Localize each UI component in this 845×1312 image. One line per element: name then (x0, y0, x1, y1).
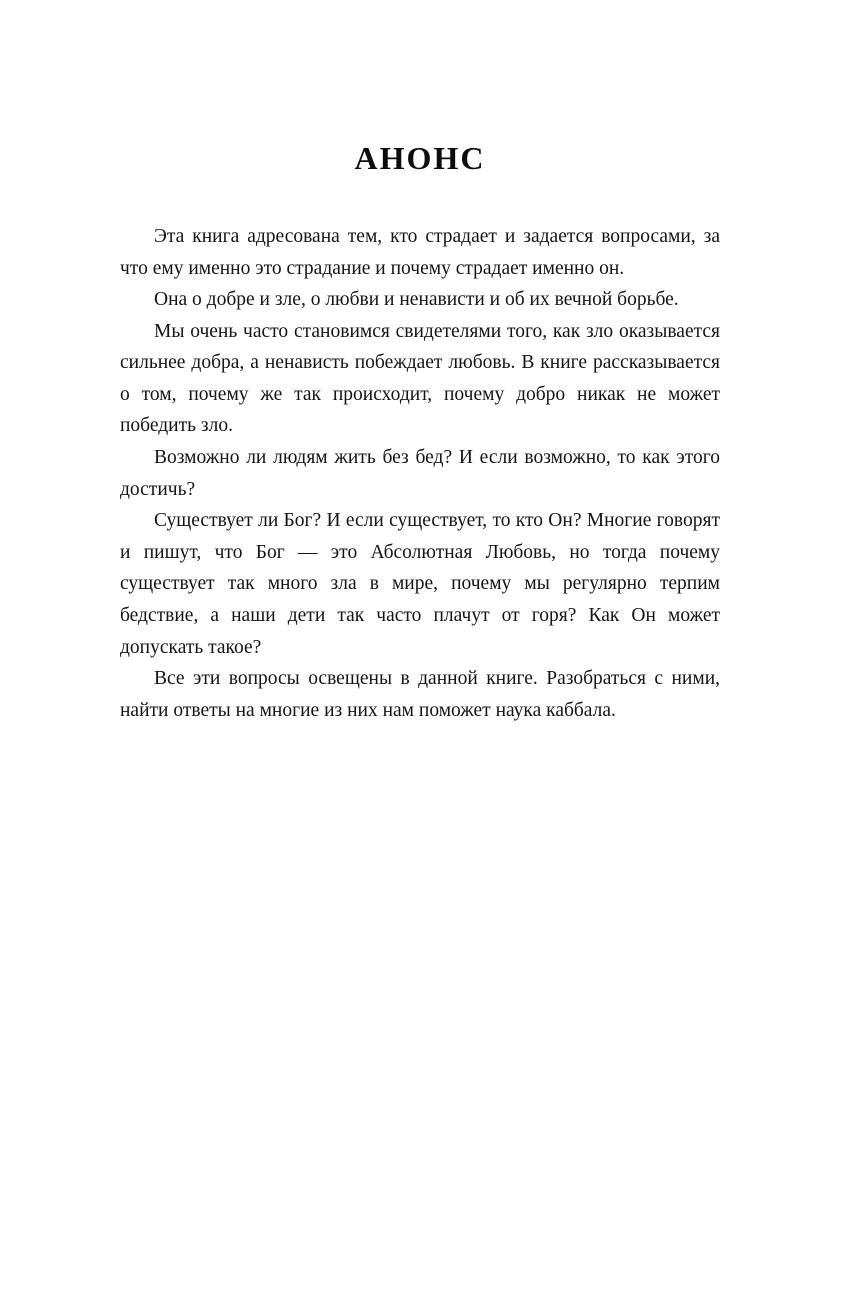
paragraph: Существует ли Бог? И если существует, то кто Он? Многие говорят и пишут, что Бог — это Абсолютная Любовь, но тогда почему существует так много зла в мире, почему мы регулярно терпим бедствие, а наши дети так часто плачут от горя? Как Он может допускать такое? (120, 510, 720, 658)
paragraph: Она о добре и зле, о любви и ненависти и об их вечной борьбе. (154, 289, 679, 311)
body-text (120, 221, 720, 726)
page-title: АНОНС (354, 140, 486, 176)
paragraph: Возможно ли людям жить без бед? И если возможно, то как этого достичь? (120, 447, 720, 500)
paragraph: Эта книга адресована тем, кто страдает и задается вопросами, за что ему именно это страдание и почему страдает именно он. (120, 226, 720, 279)
paragraph: Все эти вопросы освещены в данной книге. Разобраться с ними, найти ответы на многие из них нам поможет наука каббала. (120, 668, 720, 721)
paragraph: Мы очень часто становимся свидетелями того, как зло оказывается сильнее добра, а ненависть побеждает любовь. В книге рассказывается о том, почему же так происходит, почему добро никак не может победить зло. (120, 320, 720, 437)
page-content (120, 140, 720, 726)
